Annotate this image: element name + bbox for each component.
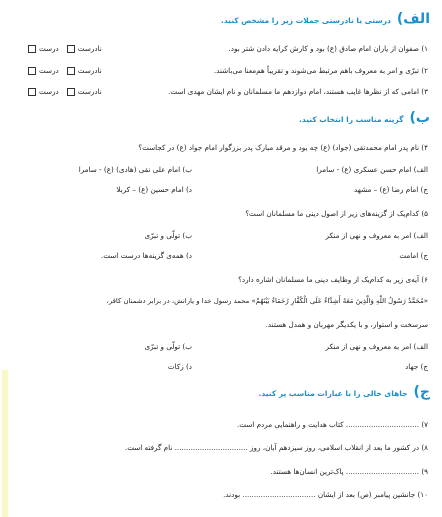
true-option-2[interactable]: درست bbox=[28, 66, 59, 75]
q5-choice-dal[interactable]: د) همه‌ی گزینه‌ها درست است. bbox=[100, 251, 192, 260]
blank-7[interactable]: ................................ bbox=[345, 420, 420, 429]
question-6: ۶) آیه‌ی زیر به کدام‌یک از وظایف دینی ما مسلمانان اشاره دارد؟ bbox=[238, 275, 428, 284]
q6-choice-alef[interactable]: الف) امر به معروف و نهی از منکر bbox=[325, 342, 428, 351]
section-a-heading bbox=[221, 11, 430, 27]
q4-choice-dal[interactable]: د) امام حسین (ع) – کربلا bbox=[116, 185, 192, 194]
section-a-instruction: درستی یا نادرستی جملات زیر را مشخص کنید. bbox=[221, 16, 391, 25]
question-9: ۹) ................................ پاک‌ترین انسان‌ها هستند. bbox=[270, 467, 428, 476]
q6-choice-jim[interactable]: ج) جهاد bbox=[405, 362, 428, 371]
true-checkbox-1[interactable] bbox=[28, 45, 36, 53]
margin-highlight-bar bbox=[2, 370, 8, 517]
true-option-3[interactable]: درست bbox=[28, 87, 59, 96]
blank-10[interactable]: ................................ bbox=[242, 490, 316, 499]
question-5: ۵) کدام‌یک از گزینه‌های زیر از اصول دینی ما مسلمانان است؟ bbox=[245, 209, 428, 218]
question-2: ۲) تبرّی و امر به معروف باهم مرتبط می‌شوند و تقریباً هم‌معنا می‌باشند. bbox=[213, 66, 428, 75]
section-b-heading bbox=[299, 110, 430, 126]
q6-verse-line-1: «مُحَمَّدٌ رَسُولُ اللَّهِ وَالَّذِینَ مَعَهُ أَشِدَّاءُ عَلَی الْکُفَّارِ رُحَمَاءُ بَیْنَهُمْ» محمد رسول خدا و یارانش، در برابر دشمنان کافر، bbox=[106, 297, 428, 305]
question-1: ۱) صفوان از یاران امام صادق (ع) بود و کارش کرایه دادن شتر بود. bbox=[228, 44, 428, 53]
question-4: ۴) نام پدر امام محمدتقی (جواد) (ع) چه بود و مرقد مبارک پدر بزرگوار امام جواد (ع) در کجاست؟ bbox=[138, 143, 428, 152]
blank-8[interactable]: ................................ bbox=[174, 443, 248, 452]
false-option-1[interactable]: نادرست bbox=[67, 44, 102, 53]
true-false-1 bbox=[28, 44, 102, 53]
section-c-instruction: جاهای خالی را با عبارات مناسب پر کنید. bbox=[258, 389, 408, 398]
question-8: ۸) در کشور ما بعد از انقلاب اسلامی، روز سیزدهم آبان، روز ................................ نام گرفته است. bbox=[124, 443, 428, 452]
section-b-letter: ب) bbox=[409, 110, 430, 126]
q6-verse-line-2: سرسخت و استوار، و با یکدیگر مهربان و همدل هستند. bbox=[265, 320, 428, 329]
true-option-1[interactable]: درست bbox=[28, 44, 59, 53]
q6-choice-dal[interactable]: د) زکات bbox=[167, 362, 192, 371]
q5-choice-be[interactable]: ب) تولّی و تبرّی bbox=[144, 231, 192, 240]
section-a-letter: الف) bbox=[396, 11, 430, 27]
false-checkbox-1[interactable] bbox=[67, 45, 75, 53]
section-b-instruction: گزینه مناسب را انتخاب کنید. bbox=[299, 115, 404, 124]
q4-choice-alef[interactable]: الف) امام حسن عسکری (ع) - سامرا bbox=[316, 165, 428, 174]
question-7: ۷) ................................ کتاب هدایت و راهنمایی مردم است. bbox=[236, 420, 428, 429]
q4-choice-be[interactable]: ب) امام علی نقی (هادی) (ع) - سامرا bbox=[78, 165, 192, 174]
q4-choice-jim[interactable]: ج) امام رضا (ع) – مشهد bbox=[354, 185, 428, 194]
question-3: ۳) امامی که از نظرها غایب هستند، امام دوازدهم ما مسلمانان و نام ایشان مهدی است. bbox=[168, 87, 428, 96]
true-checkbox-3[interactable] bbox=[28, 88, 36, 96]
false-option-3[interactable]: نادرست bbox=[67, 87, 102, 96]
q6-choice-be[interactable]: ب) تولّی و تبرّی bbox=[144, 342, 192, 351]
section-c-letter: ج) bbox=[413, 384, 430, 400]
false-checkbox-2[interactable] bbox=[67, 67, 75, 75]
true-false-3 bbox=[28, 87, 102, 96]
true-false-2 bbox=[28, 66, 102, 75]
blank-9[interactable]: ................................ bbox=[345, 467, 420, 476]
section-c-heading bbox=[259, 384, 430, 400]
false-option-2[interactable]: نادرست bbox=[67, 66, 102, 75]
question-10: ۱۰) جانشین پیامبر (ص) بعد از ایشان ................................ بودند. bbox=[223, 490, 428, 499]
q5-choice-alef[interactable]: الف) امر به معروف و نهی از منکر bbox=[325, 231, 428, 240]
false-checkbox-3[interactable] bbox=[67, 88, 75, 96]
true-checkbox-2[interactable] bbox=[28, 67, 36, 75]
q5-choice-jim[interactable]: ج) امامت bbox=[399, 251, 428, 260]
